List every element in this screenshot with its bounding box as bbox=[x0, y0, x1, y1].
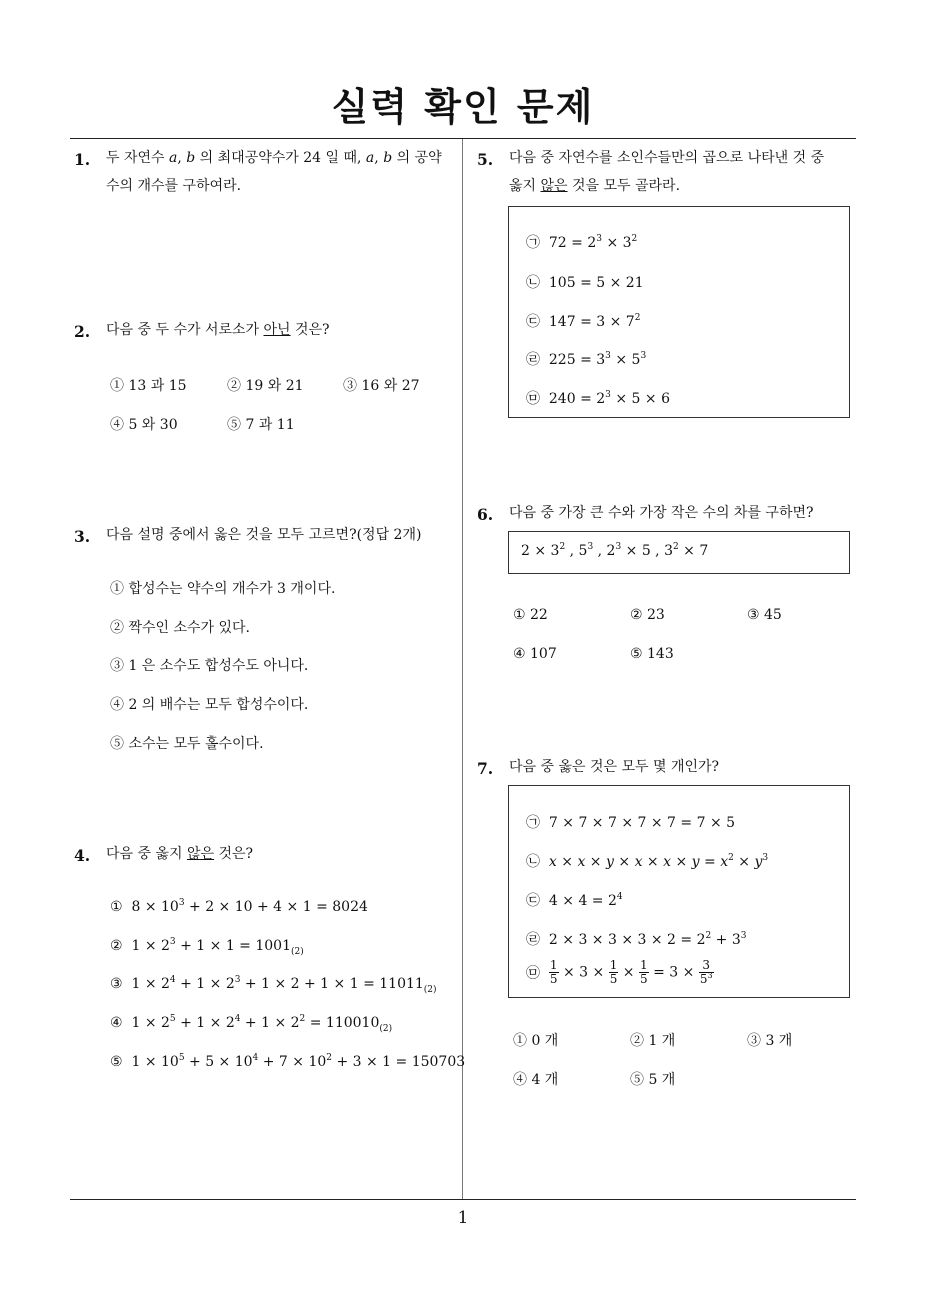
option-marker: ③ bbox=[110, 976, 123, 992]
statement-item[interactable]: ㉠ $72 = 2^3 \times 3^2$ bbox=[526, 234, 638, 251]
option-1[interactable]: ① 합성수는 약수의 개수가 3 개이다. bbox=[110, 581, 336, 597]
option-2[interactable]: ② $1 \times 2^3 + 1 \times 1 = 1001_{(2)}$ bbox=[110, 937, 304, 957]
question-text: 다음 중 가장 큰 수와 가장 작은 수의 차를 구하면? bbox=[509, 505, 814, 521]
statement-item[interactable]: ㉢ $147 = 3 \times 7^2$ bbox=[526, 313, 641, 330]
item-marker: ㉤ bbox=[526, 965, 540, 982]
question-number: 5. bbox=[477, 150, 494, 169]
option-marker: ④ bbox=[110, 1015, 123, 1031]
question-text bbox=[509, 144, 859, 200]
option-1[interactable]: ① 22 bbox=[513, 607, 548, 623]
option-marker: ① bbox=[110, 899, 123, 915]
text-run: 다음 중 두 수가 서로소가 bbox=[106, 322, 264, 338]
variable: a bbox=[365, 150, 375, 166]
item-marker: ㉠ bbox=[526, 815, 540, 831]
text-run: 것은? bbox=[214, 846, 254, 862]
option-marker: ⑤ bbox=[110, 1054, 123, 1070]
question-number: 1. bbox=[74, 150, 91, 169]
option-1[interactable]: ① 0 개 bbox=[513, 1033, 559, 1049]
fraction: $\frac{1}{5}$ bbox=[640, 958, 648, 986]
item-marker: ㉡ bbox=[526, 275, 540, 291]
fraction: $\frac{1}{5}$ bbox=[549, 958, 558, 986]
question-number: 2. bbox=[74, 322, 91, 341]
option-5[interactable]: ⑤ 7 과 11 bbox=[227, 417, 295, 433]
text-run: 수의 개수를 구하여라. bbox=[106, 178, 242, 194]
question-text bbox=[106, 840, 253, 868]
option-5[interactable]: ⑤ $1 \times 10^5 + 5 \times 10^4 + 7 \times 10^2 + 3 \times 1 = 150703$ bbox=[110, 1053, 466, 1070]
option-3[interactable]: ③ 1 은 소수도 합성수도 아니다. bbox=[110, 658, 309, 674]
text-run: 것은? bbox=[290, 322, 330, 338]
option-5[interactable]: ⑤ 5 개 bbox=[630, 1072, 676, 1088]
option-marker: ② bbox=[110, 938, 123, 954]
option-2[interactable]: ② 1 개 bbox=[630, 1033, 676, 1049]
fraction: $\frac{3}{5^3}$ bbox=[699, 958, 713, 986]
variable: b bbox=[383, 150, 393, 166]
option-4[interactable]: ④ $1 \times 2^5 + 1 \times 2^4 + 1 \times 2^2 = 110010_{(2)}$ bbox=[110, 1014, 393, 1034]
text-run: 의 최대공약수가 24 일 때, bbox=[195, 150, 366, 166]
page-number: 1 bbox=[457, 1208, 469, 1228]
top-rule bbox=[70, 138, 856, 139]
option-3[interactable]: ③ 3 개 bbox=[747, 1033, 793, 1049]
option-5[interactable]: ⑤ 소수는 모두 홀수이다. bbox=[110, 736, 264, 752]
statement-item[interactable]: ㉢ $4 \times 4 = 2^4$ bbox=[526, 892, 623, 909]
statement-item[interactable]: ㉡ 105 = 5 × 21 bbox=[526, 275, 644, 291]
underlined-word: 아닌 bbox=[263, 322, 291, 338]
question-text bbox=[106, 144, 458, 200]
option-5[interactable]: ⑤ 143 bbox=[630, 646, 674, 662]
statement-item[interactable]: ㉠ 7 × 7 × 7 × 7 × 7 = 7 × 5 bbox=[526, 815, 736, 831]
option-2[interactable]: ② 19 와 21 bbox=[227, 378, 304, 394]
option-4[interactable]: ④ 2 의 배수는 모두 합성수이다. bbox=[110, 697, 309, 713]
option-4[interactable]: ④ 5 와 30 bbox=[110, 417, 178, 433]
text-run: 옳지 bbox=[509, 178, 541, 194]
statement-item[interactable]: ㉣ $2 \times 3 \times 3 \times 3 \times 2 = 2^2 + 3^3$ bbox=[526, 931, 747, 948]
option-3[interactable]: ③ 16 와 27 bbox=[343, 378, 420, 394]
text-run: 다음 중 옳지 bbox=[106, 846, 187, 862]
fraction: $\frac{1}{5}$ bbox=[609, 958, 618, 986]
text-run: 의 공약 bbox=[392, 150, 442, 166]
bottom-rule bbox=[70, 1199, 856, 1200]
statement-item[interactable]: ㉤ $\frac{1}{5}$ × 3 × $\frac{1}{5}$ × $\frac{1}{5}$ = 3 × $\frac{3}{5^3}$ bbox=[526, 958, 713, 986]
option-4[interactable]: ④ 4 개 bbox=[513, 1072, 559, 1088]
text-run: 것을 모두 골라라. bbox=[567, 178, 681, 194]
variable: a bbox=[169, 150, 178, 166]
item-marker: ㉤ bbox=[526, 391, 540, 407]
question-number: 4. bbox=[74, 846, 91, 865]
option-2[interactable]: ② 23 bbox=[630, 607, 665, 623]
item-marker: ㉣ bbox=[526, 932, 540, 948]
statement-item[interactable]: ㉡ $x \times x \times y \times x \times x \times y = x^2 \times y^3$ bbox=[526, 853, 769, 870]
text-run: , bbox=[374, 150, 384, 166]
text-run: 두 자연수 bbox=[106, 150, 169, 166]
option-3[interactable]: ③ $1 \times 2^4 + 1 \times 2^3 + 1 \times 2 + 1 \times 1 = 11011_{(2)}$ bbox=[110, 975, 437, 995]
item-marker: ㉢ bbox=[526, 893, 540, 909]
question-number: 7. bbox=[477, 759, 494, 778]
underlined-word: 않은 bbox=[540, 178, 568, 194]
underlined-word: 않은 bbox=[186, 846, 215, 862]
question-number: 6. bbox=[477, 505, 494, 524]
question-text: 다음 중 옳은 것은 모두 몇 개인가? bbox=[509, 759, 720, 775]
statement-item[interactable]: ㉣ $225 = 3^3 \times 5^3$ bbox=[526, 351, 647, 368]
option-4[interactable]: ④ 107 bbox=[513, 646, 557, 662]
option-1[interactable]: ① 13 과 15 bbox=[110, 378, 187, 394]
page-title: 실력 확인 문제 bbox=[331, 85, 595, 129]
question-text: 다음 설명 중에서 옳은 것을 모두 고르면?(정답 2개) bbox=[106, 527, 422, 543]
text-run: 다음 중 자연수를 소인수들만의 곱으로 나타낸 것 중 bbox=[509, 150, 825, 166]
statement-item[interactable]: ㉤ $240 = 2^3 \times 5 \times 6$ bbox=[526, 390, 670, 407]
option-3[interactable]: ③ 45 bbox=[747, 607, 782, 623]
question-number: 3. bbox=[74, 527, 91, 546]
item-marker: ㉢ bbox=[526, 314, 540, 330]
column-divider bbox=[462, 139, 463, 1200]
item-marker: ㉠ bbox=[526, 235, 540, 251]
option-1[interactable]: ① $8 \times 10^3 + 2 \times 10 + 4 \times 1 = 8024$ bbox=[110, 898, 368, 915]
item-marker: ㉣ bbox=[526, 352, 540, 368]
option-2[interactable]: ② 짝수인 소수가 있다. bbox=[110, 620, 250, 636]
question-text bbox=[106, 316, 330, 344]
item-marker: ㉡ bbox=[526, 854, 540, 870]
text-run: , bbox=[177, 150, 187, 166]
number-list: $2 \times 3^2$ , $5^3$ , $2^3 \times 5$ , $3^2 \times 7$ bbox=[521, 542, 709, 559]
variable: b bbox=[186, 150, 196, 166]
